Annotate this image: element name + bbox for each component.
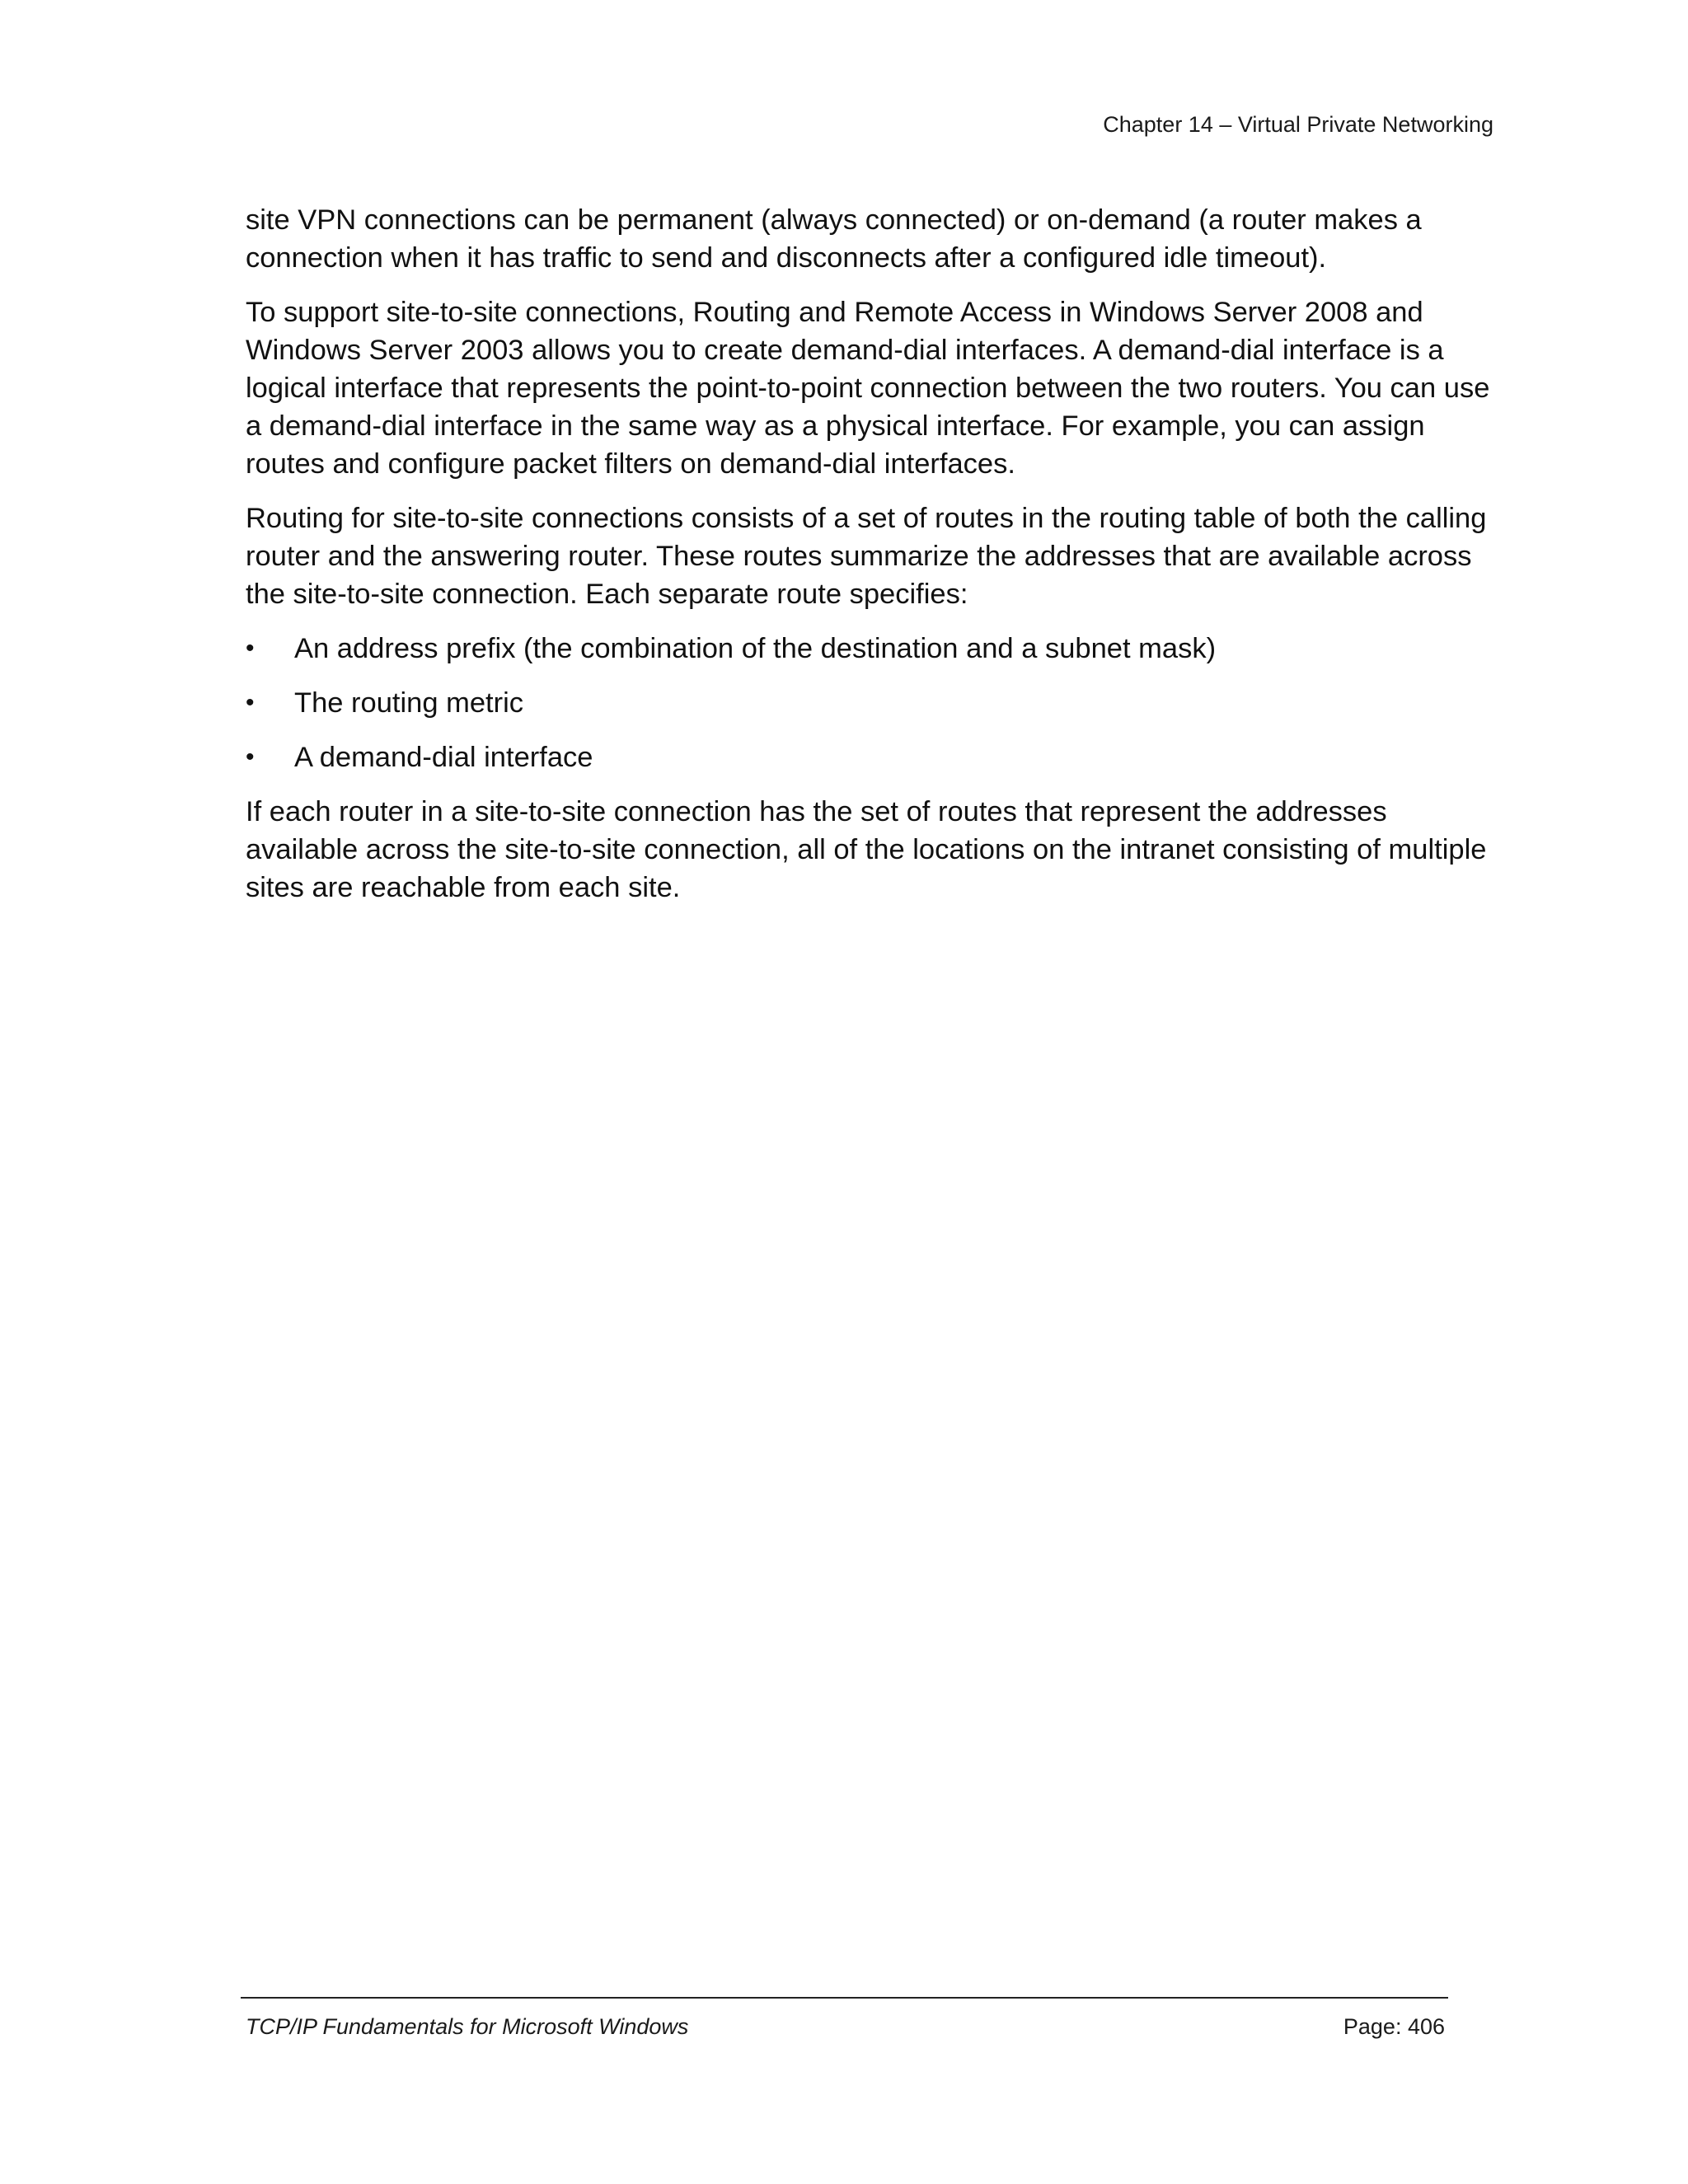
list-item-text: An address prefix (the combination of the destination and a subnet mask) [294, 633, 1217, 664]
paragraph-routing-intro: Routing for site-to-site connections consists of a set of routes in the routing table of both the calling router and the answering router. These routes summarize the addresses that are available across the site-to-site connection. Each separate route specifies: [246, 503, 1487, 610]
footer-page-number: Page: 406 [1343, 2014, 1445, 2039]
paragraph-demand-dial-interfaces: To support site-to-site connections, Routing and Remote Access in Windows Server 2008 and Windows Server 2003 allows you to create demand-dial interfaces. A demand-dial interface is a logical interface that represents the point-to-point connection between the two routers. You can use a demand-dial interface in the same way as a physical interface. For example, you can assign routes and configure packet filters on demand-dial interfaces. [246, 297, 1490, 480]
bullet-icon: • [246, 635, 255, 662]
running-header: Chapter 14 – Virtual Private Networking [1103, 112, 1493, 137]
footer-book-title: TCP/IP Fundamentals for Microsoft Windows [246, 2014, 689, 2039]
paragraph-vpn-connection-types: site VPN connections can be permanent (always connected) or on-demand (a router makes a connection when it has traffic to send and disconnects after a configured idle timeout). [246, 204, 1422, 274]
list-item-text: The routing metric [294, 687, 524, 719]
list-item [246, 684, 1502, 722]
list-item-text: A demand-dial interface [294, 742, 593, 773]
bullet-icon: • [246, 743, 255, 771]
footer-divider [241, 1997, 1448, 1999]
list-item [246, 630, 1502, 668]
list-item [246, 738, 1502, 776]
bullet-icon: • [246, 689, 255, 716]
paragraph-reachability: If each router in a site-to-site connection has the set of routes that represent the addresses available across the site-to-site connection, all of the locations on the intranet consisting of multiple sites are reachable from each site. [246, 796, 1487, 903]
route-spec-list [246, 630, 1502, 776]
body-text [246, 201, 1502, 923]
